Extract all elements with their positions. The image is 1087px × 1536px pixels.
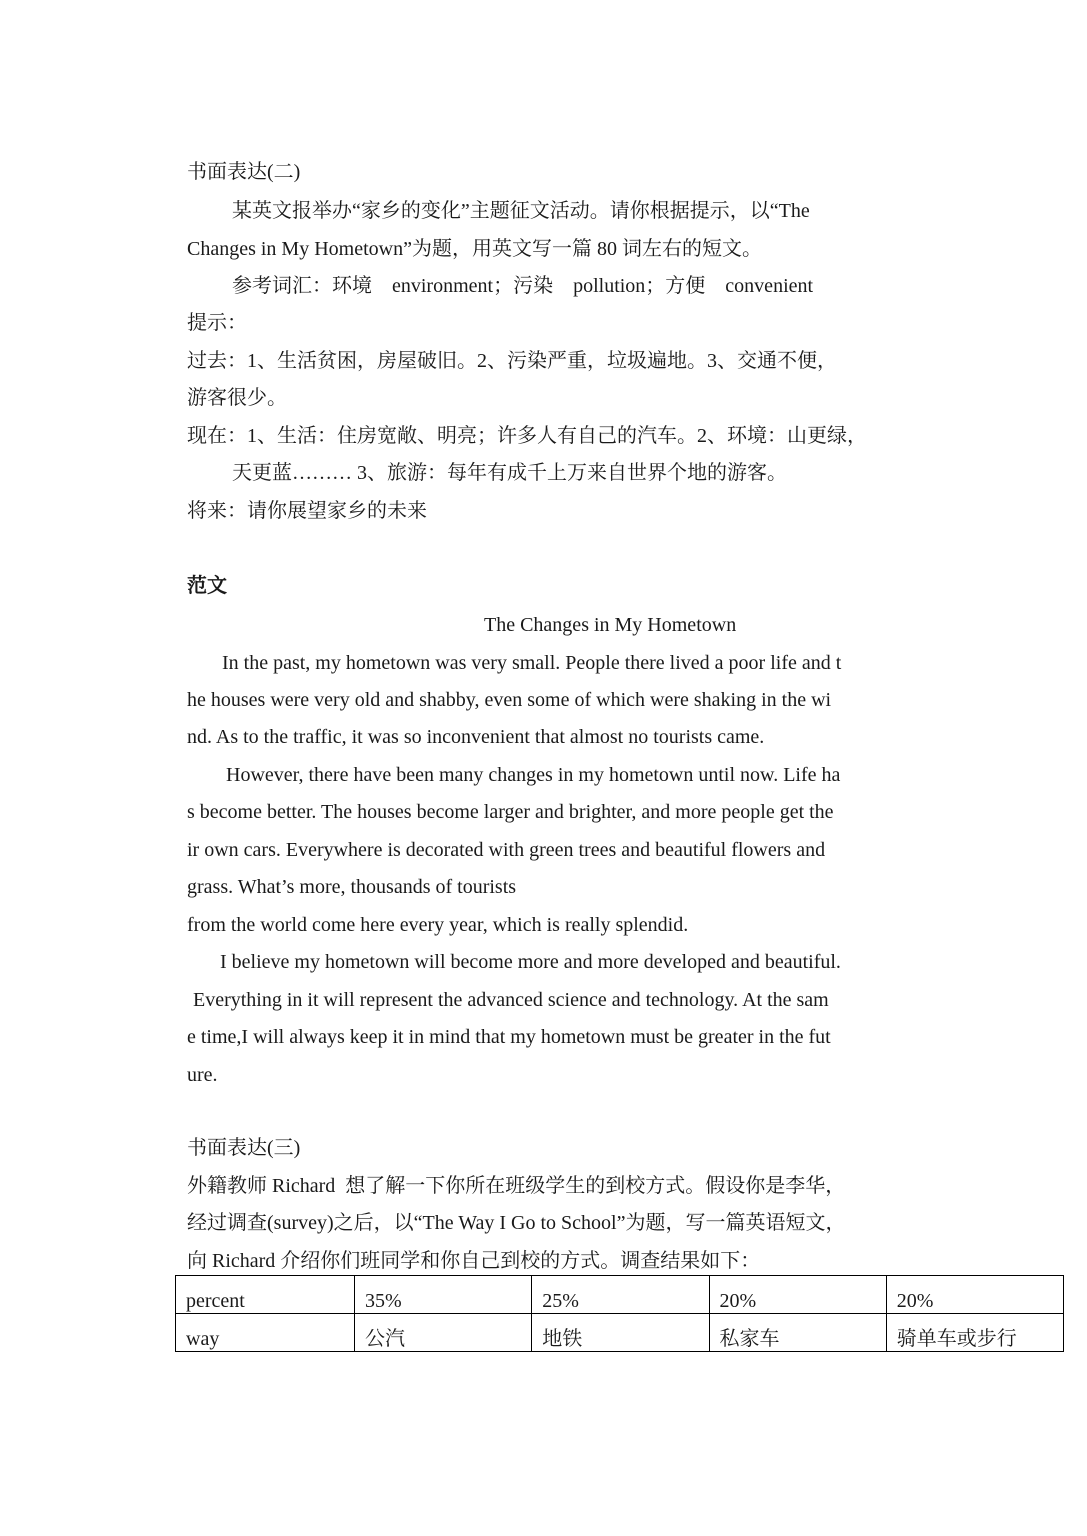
- essay-line: he houses were very old and shabby, even some of which were shaking in the wi: [187, 689, 832, 711]
- table-cell: 骑单车或步行: [886, 1314, 1063, 1352]
- essay-line: In the past, my hometown was very small. People there lived a poor life and t: [222, 652, 842, 674]
- survey-table: [175, 1275, 1064, 1352]
- hint-present: 现在：1、生活：住房宽敞、明亮；许多人有自己的汽车。2、环境：山更绿，: [187, 425, 867, 447]
- hint-future: 将来：请你展望家乡的未来: [187, 500, 427, 522]
- table-cell: 25%: [532, 1276, 709, 1314]
- section3-line: 向 Richard 介绍你们班同学和你自己到校的方式。调查结果如下：: [187, 1250, 761, 1272]
- table-cell: 私家车: [709, 1314, 886, 1352]
- section2-heading: 书面表达(二): [187, 161, 301, 183]
- table-cell: 35%: [355, 1276, 532, 1314]
- essay-line: from the world come here every year, which is really splendid.: [187, 914, 689, 936]
- hint-past-cont: 游客很少。: [187, 387, 287, 409]
- hint-present-cont: 天更蓝……… 3、旅游：每年有成千上万来自世界个地的游客。: [232, 462, 787, 484]
- essay-title: The Changes in My Hometown: [484, 614, 737, 636]
- vocabulary-line: 参考词汇：环境 environment；污染 pollution；方便 convenient: [232, 275, 814, 297]
- essay-line: nd. As to the traffic, it was so inconvenient that almost no tourists came.: [187, 726, 765, 748]
- table-cell: percent: [176, 1276, 355, 1314]
- essay-line: However, there have been many changes in my hometown until now. Life ha: [226, 764, 841, 786]
- table-row: [176, 1276, 1064, 1314]
- model-essay-heading: 范文: [187, 575, 227, 597]
- table-cell: 20%: [886, 1276, 1063, 1314]
- hint-past: 过去：1、生活贫困，房屋破旧。2、污染严重，垃圾遍地。3、交通不便，: [187, 350, 837, 372]
- section3-line: 经过调查(survey)之后，以“The Way I Go to School”为题，写一篇英语短文，: [187, 1212, 846, 1234]
- section2-line: Changes in My Hometown”为题，用英文写一篇 80 词左右的短文。: [187, 238, 762, 260]
- essay-line: s become better. The houses become larger and brighter, and more people get the: [187, 801, 834, 823]
- essay-line: grass. What’s more, thousands of tourists: [187, 876, 517, 898]
- table-cell: 地铁: [532, 1314, 709, 1352]
- section3-line: 外籍教师 Richard 想了解一下你所在班级学生的到校方式。假设你是李华，: [187, 1175, 846, 1197]
- section3-heading: 书面表达(三): [187, 1137, 301, 1159]
- hints-label: 提示：: [187, 312, 247, 334]
- table-cell: 20%: [709, 1276, 886, 1314]
- table-cell: way: [176, 1314, 355, 1352]
- table-row: [176, 1314, 1064, 1352]
- essay-line: e time,I will always keep it in mind that my hometown must be greater in the fut: [187, 1026, 831, 1048]
- section2-line: 某英文报举办“家乡的变化”主题征文活动。请你根据提示，以“The: [232, 200, 810, 222]
- essay-line: Everything in it will represent the advanced science and technology. At the sam: [193, 989, 829, 1011]
- essay-line: ure.: [187, 1064, 218, 1086]
- essay-line: ir own cars. Everywhere is decorated with green trees and beautiful flowers and: [187, 839, 826, 861]
- essay-line: I believe my hometown will become more and more developed and beautiful.: [220, 951, 841, 973]
- table-cell: 公汽: [355, 1314, 532, 1352]
